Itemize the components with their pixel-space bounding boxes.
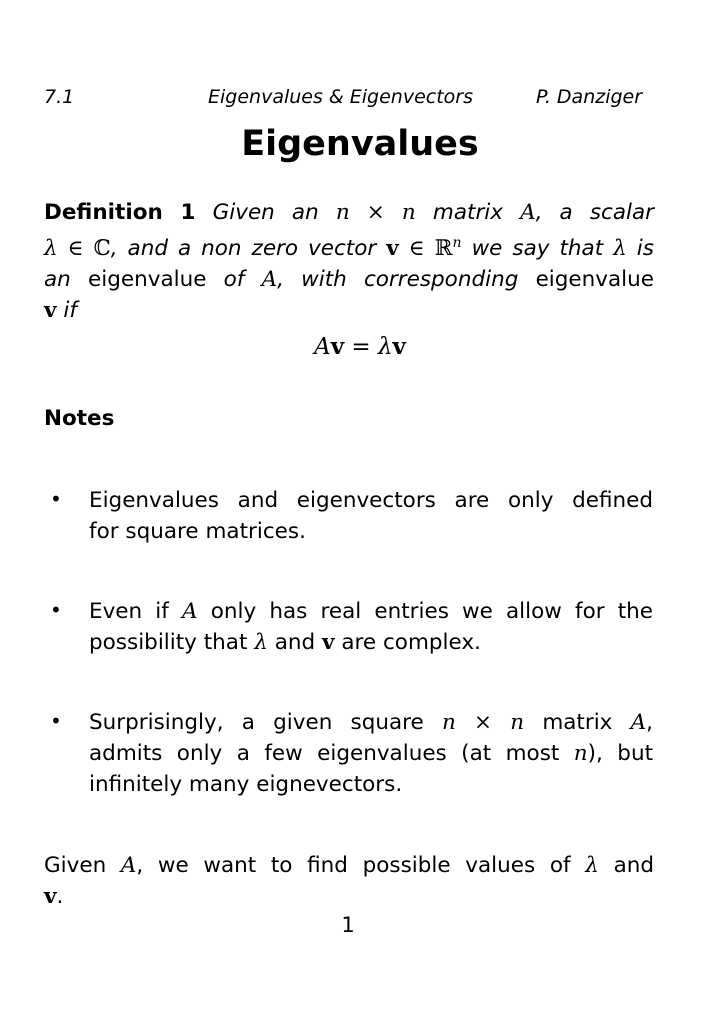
header-author: P. Danziger bbox=[536, 86, 643, 108]
notes-heading: Notes bbox=[44, 406, 115, 431]
eigen-equation: Av = λv bbox=[314, 333, 406, 360]
page-title: Eigenvalues bbox=[241, 124, 479, 164]
definition-block: Definition 1 Given an n × n matrix A, a scalar λ ∈ ℂ, and a non zero vector v ∈ ℝ$^n$ we say that λ is an eigenvalue of A, with corresponding eigenvalue v if bbox=[44, 200, 655, 324]
header-topic: Eigenvalues & Eigenvectors bbox=[208, 86, 474, 108]
list-item: Even if A only has real entries we allow for the possibility that λ and v are complex. bbox=[89, 599, 653, 655]
list-item: Surprisingly, a given square n × n matrix A, admits only a few eigenvalues (at most n), but infinitely many eignevectors. bbox=[89, 710, 653, 797]
header-section-number: 7.1 bbox=[44, 86, 75, 108]
term-eigenvalue: eigenvalue bbox=[88, 267, 207, 293]
page-number: 1 bbox=[341, 913, 355, 937]
list-item: Eigenvalues and eigenvectors are only defined for square matrices. bbox=[89, 488, 653, 544]
bullet-icon: • bbox=[50, 598, 62, 622]
bullet-icon: • bbox=[50, 487, 62, 511]
definition-label: Definition 1 bbox=[44, 200, 196, 225]
bullet-icon: • bbox=[50, 709, 62, 733]
conclusion-paragraph: Given A, we want to find possible values of λ and v. bbox=[44, 853, 655, 909]
